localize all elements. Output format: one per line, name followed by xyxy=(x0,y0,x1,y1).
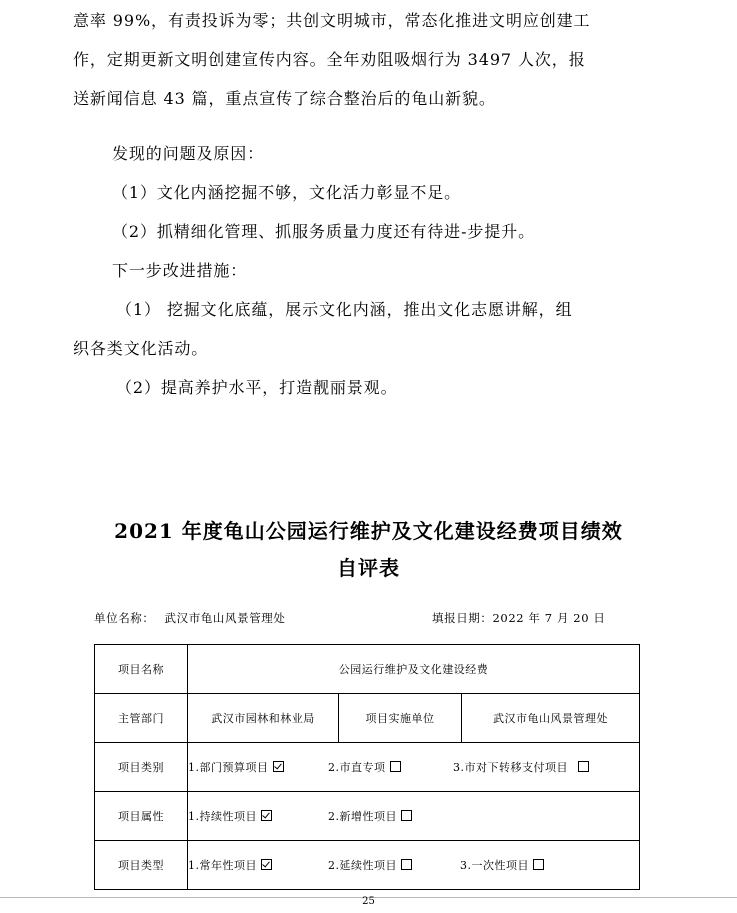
checked-box-icon xyxy=(273,761,284,772)
project-name-label: 项目名称 xyxy=(95,645,188,694)
improvement-heading: 下一步改进措施： xyxy=(112,261,248,280)
attribute-option-1 xyxy=(188,808,328,824)
type-option-2-text: 2.延续性项目 xyxy=(328,859,397,872)
checked-box-icon xyxy=(261,810,272,821)
problem-item-1: （1）文化内涵挖掘不够，文化活力彰显不足。 xyxy=(112,183,462,202)
category-option-1 xyxy=(188,759,328,775)
improvement-item-2: （2）提高养护水平，打造靓丽景观。 xyxy=(116,378,398,397)
problems-heading: 发现的问题及原因： xyxy=(112,144,265,163)
date-value: 2022 年 7 月 20 日 xyxy=(492,611,606,625)
dept-label: 主管部门 xyxy=(95,694,188,743)
empty-box-icon xyxy=(390,761,401,772)
empty-box-icon xyxy=(578,761,589,772)
attribute-options xyxy=(188,792,640,841)
improvement-item-1-continued: 织各类文化活动。 xyxy=(73,339,209,358)
type-option-1 xyxy=(188,857,328,873)
problem-item-2: （2）抓精细化管理、抓服务质量力度还有待进-步提升。 xyxy=(112,222,535,241)
table-row xyxy=(95,841,640,890)
empty-box-icon xyxy=(533,859,544,870)
type-label: 项目类型 xyxy=(95,841,188,890)
attribute-label: 项目属性 xyxy=(95,792,188,841)
attribute-option-1-text: 1.持续性项目 xyxy=(188,810,257,823)
type-option-2 xyxy=(328,857,460,873)
impl-value: 武汉市龟山风景管理处 xyxy=(462,694,640,743)
type-options xyxy=(188,841,640,890)
category-options xyxy=(188,743,640,792)
dept-value: 武汉市园林和林业局 xyxy=(188,694,339,743)
table-row xyxy=(95,694,640,743)
category-option-3-text: 3.市对下转移支付项目 xyxy=(453,761,568,774)
category-option-2 xyxy=(328,759,453,775)
unit-info xyxy=(94,610,286,626)
attribute-option-2-text: 2.新增性项目 xyxy=(328,810,397,823)
category-label: 项目类别 xyxy=(95,743,188,792)
type-option-1-text: 1.常年性项目 xyxy=(188,859,257,872)
checked-box-icon xyxy=(261,859,272,870)
category-option-2-text: 2.市直专项 xyxy=(328,761,386,774)
empty-box-icon xyxy=(401,859,412,870)
unit-label: 单位名称： xyxy=(94,611,155,625)
table-row xyxy=(95,743,640,792)
table-title-line-1: 2021 年度龟山公园运行维护及文化建设经费项目绩效 xyxy=(114,519,623,543)
report-date xyxy=(432,610,606,626)
unit-name: 武汉市龟山风景管理处 xyxy=(164,611,286,625)
page-number: 25 xyxy=(362,896,375,907)
category-option-1-text: 1.部门预算项目 xyxy=(188,761,269,774)
evaluation-table xyxy=(94,644,640,890)
attribute-option-2 xyxy=(328,808,412,824)
empty-box-icon xyxy=(401,810,412,821)
table-title-line-2: 自评表 xyxy=(337,556,400,580)
date-label: 填报日期： xyxy=(432,611,493,625)
project-name-value: 公园运行维护及文化建设经费 xyxy=(188,645,640,694)
type-option-3-text: 3.一次性项目 xyxy=(460,859,529,872)
impl-label: 项目实施单位 xyxy=(339,694,462,743)
body-paragraph-line-1: 意率 99%，有责投诉为零；共创文明城市，常态化推进文明应创建工 xyxy=(73,11,591,30)
improvement-item-1: （1） 挖掘文化底蕴，展示文化内涵，推出文化志愿讲解，组 xyxy=(116,300,573,319)
category-option-3 xyxy=(453,759,589,775)
type-option-3 xyxy=(460,857,544,873)
table-row xyxy=(95,792,640,841)
body-paragraph-line-3: 送新闻信息 43 篇，重点宣传了综合整治后的龟山新貌。 xyxy=(73,89,496,108)
body-paragraph-line-2: 作，定期更新文明创建宣传内容。全年劝阻吸烟行为 3497 人次，报 xyxy=(73,50,586,69)
table-row xyxy=(95,645,640,694)
